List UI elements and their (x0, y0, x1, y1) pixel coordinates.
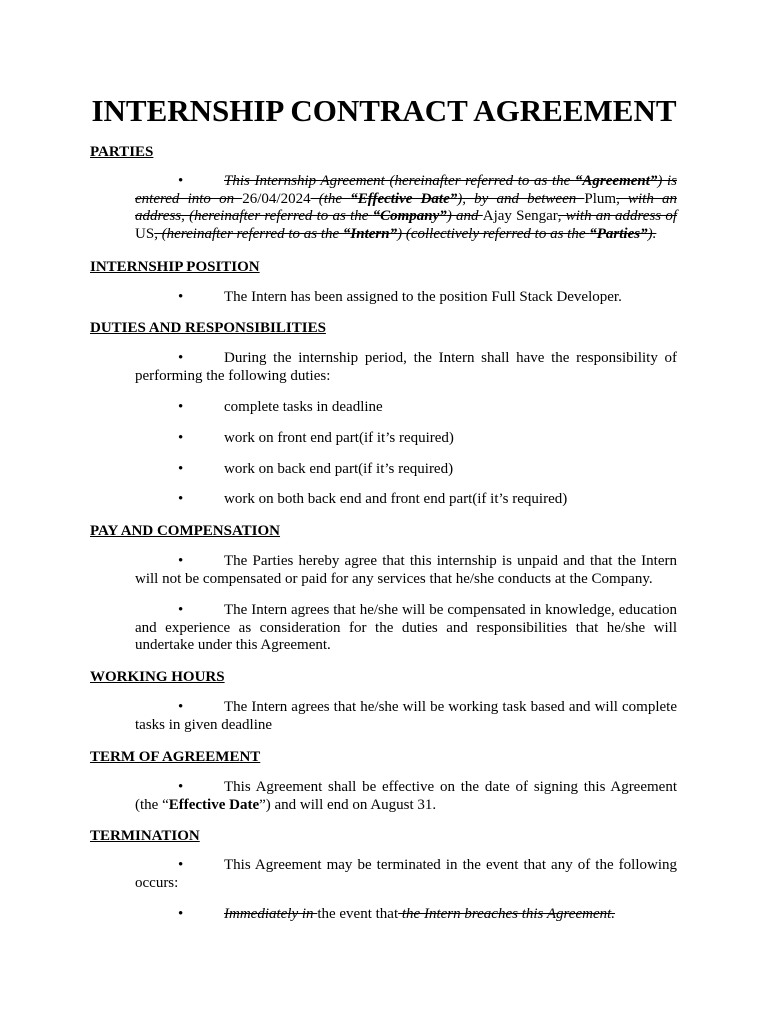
intern-country: US (135, 225, 155, 242)
duty-item: work on both back end and front end part(if it’s required) (224, 491, 568, 507)
bullet-marker: • (178, 430, 184, 446)
parties-paragraph: This Internship Agreement (hereinafter referred to as the “Agreement”) is entered into on 26/04/2024 (the “Effective Date”), by and between Plum, with an address, (hereinafter referred to as the “Company”) and Ajay Sengar, with an address of US, (hereinafter referred to as the “Intern”) (collectively referred to as the “Parties”). (135, 173, 678, 242)
duties-intro: During the internship period, the Intern shall have the responsibility of performing the following duties: (135, 350, 677, 384)
duty-item: work on back end part(if it’s required) (224, 461, 454, 477)
heading-working-hours: WORKING HOURS (90, 669, 225, 685)
termination-paragraph-1: This Agreement may be terminated in the event that any of the following occurs: (135, 857, 677, 891)
document-title: INTERNSHIP CONTRACT AGREEMENT (91, 93, 677, 128)
heading-termination: TERMINATION (90, 828, 200, 844)
bullet-marker: • (178, 779, 184, 795)
effective-date-value: 26/04/2024 (242, 190, 311, 207)
heading-pay: PAY AND COMPENSATION (90, 523, 281, 539)
bullet-marker: • (178, 173, 184, 189)
term-paragraph: This Agreement shall be effective on the date of signing this Agreement (the “Effective Date”) and will end on August 31. (135, 779, 677, 813)
intern-name: Ajay Sengar (482, 208, 558, 225)
heading-term: TERM OF AGREEMENT (90, 749, 261, 765)
bullet-marker: • (178, 906, 184, 922)
bullet-marker: • (178, 553, 184, 569)
termination-paragraph-2: Immediately in the event that the Intern breaches this Agreement. (224, 906, 616, 922)
heading-duties: DUTIES AND RESPONSIBILITIES (90, 320, 326, 336)
pay-paragraph-1: The Parties hereby agree that this internship is unpaid and that the Intern will not be compensated or paid for any services that he/she conducts at the Company. (135, 553, 677, 587)
bullet-marker: • (178, 461, 184, 477)
duty-item: complete tasks in deadline (224, 399, 383, 415)
duty-item: work on front end part(if it’s required) (224, 430, 454, 446)
bullet-marker: • (178, 857, 184, 873)
bullet-marker: • (178, 699, 184, 715)
bullet-marker: • (178, 602, 184, 618)
hours-paragraph: The Intern agrees that he/she will be working task based and will complete tasks in given deadline (135, 699, 677, 733)
bullet-marker: • (178, 350, 184, 366)
heading-internship-position: INTERNSHIP POSITION (90, 259, 260, 275)
heading-parties: PARTIES (90, 144, 154, 160)
bullet-marker: • (178, 399, 184, 415)
pay-paragraph-2: The Intern agrees that he/she will be compensated in knowledge, education and experience as consideration for the duties and responsibilities that he/she will undertake under this Agreement. (135, 602, 677, 654)
bullet-marker: • (178, 289, 184, 305)
bullet-marker: • (178, 491, 184, 507)
company-name: Plum (584, 190, 617, 207)
position-paragraph: The Intern has been assigned to the position Full Stack Developer. (224, 289, 622, 305)
